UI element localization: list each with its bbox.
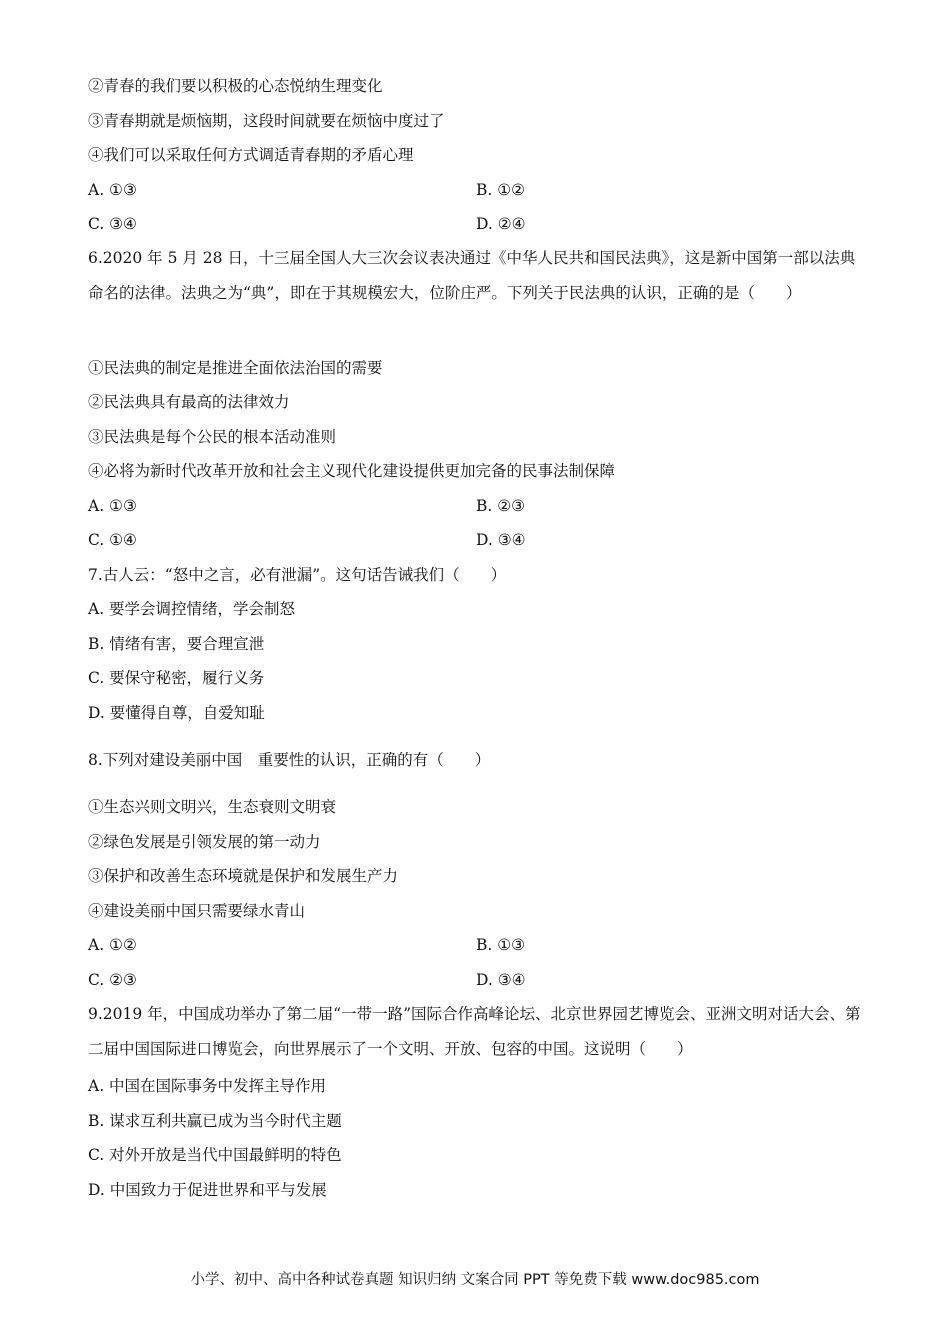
q5-option-b: B. ①② [476,181,526,199]
q5-option-a: A. ①③ [88,181,137,199]
q7-option-c: C. 要保守秘密，履行义务 [88,669,265,687]
q8-option-c: C. ②③ [88,971,137,989]
q7-option-a: A. 要学会调控情绪，学会制怒 [88,600,296,618]
q6-item-4: ④必将为新时代改革开放和社会主义现代化建设提供更加完备的民事法制保障 [88,462,616,480]
q5-option-d: D. ②④ [476,215,526,233]
q6-option-d: D. ③④ [476,531,526,549]
q6-stem: 6.2020 年 5 月 28 日，十三届全国人大三次会议表决通过《中华人民共和国民法典》，这是新中国第一部以法典命名的法律。法典之为“典”，即在于其规模宏大，位阶庄严。下列关于民法典的认识，正确的是（ ） [88,249,856,302]
q5-item-3: ③青春期就是烦恼期，这段时间就要在烦恼中度过了 [88,112,445,130]
q8-option-b: B. ①③ [476,936,526,954]
q9-option-d: D. 中国致力于促进世界和平与发展 [88,1181,327,1199]
q7-option-b: B. 情绪有害，要合理宣泄 [88,635,265,653]
q5-item-2: ②青春的我们要以积极的心态悦纳生理变化 [88,77,383,95]
q8-stem: 8.下列对建设美丽中国 重要性的认识，正确的有（ ） [88,751,491,769]
q8-option-d: D. ③④ [476,971,526,989]
q6-item-2: ②民法典具有最高的法律效力 [88,393,290,411]
q6-option-a: A. ①③ [88,497,137,515]
q5-item-4: ④我们可以采取任何方式调适青春期的矛盾心理 [88,146,414,164]
footer-text: 小学、初中、高中各种试卷真题 知识归纳 文案合同 PPT 等免费下载 www.doc985.com [190,1272,760,1288]
q8-item-2: ②绿色发展是引领发展的第一动力 [88,833,321,851]
q7-option-d: D. 要懂得自尊，自爱知耻 [88,704,265,722]
q9-option-b: B. 谋求互利共赢已成为当今时代主题 [88,1112,342,1130]
q8-item-3: ③保护和改善生态环境就是保护和发展生产力 [88,867,399,885]
q8-item-1: ①生态兴则文明兴，生态衰则文明衰 [88,798,337,816]
q5-option-c: C. ③④ [88,215,137,233]
q9-option-c: C. 对外开放是当代中国最鲜明的特色 [88,1146,342,1164]
q9-option-a: A. 中国在国际事务中发挥主导作用 [88,1077,327,1095]
q6-option-b: B. ②③ [476,497,526,515]
q9-stem: 9.2019 年，中国成功举办了第二届“一带一路”国际合作高峰论坛、北京世界园艺博览会、亚洲文明对话大会、第二届中国国际进口博览会，向世界展示了一个文明、开放、包容的中国。这说明（ ） [88,1005,861,1058]
q8-item-4: ④建设美丽中国只需要绿水青山 [88,902,306,920]
q6-item-3: ③民法典是每个公民的根本活动准则 [88,428,337,446]
q7-stem: 7.古人云：“怒中之言，必有泄漏”。这句话告诫我们（ ） [88,566,507,584]
q6-option-c: C. ①④ [88,531,137,549]
q8-option-a: A. ①② [88,936,137,954]
q6-item-1: ①民法典的制定是推进全面依法治国的需要 [88,359,383,377]
